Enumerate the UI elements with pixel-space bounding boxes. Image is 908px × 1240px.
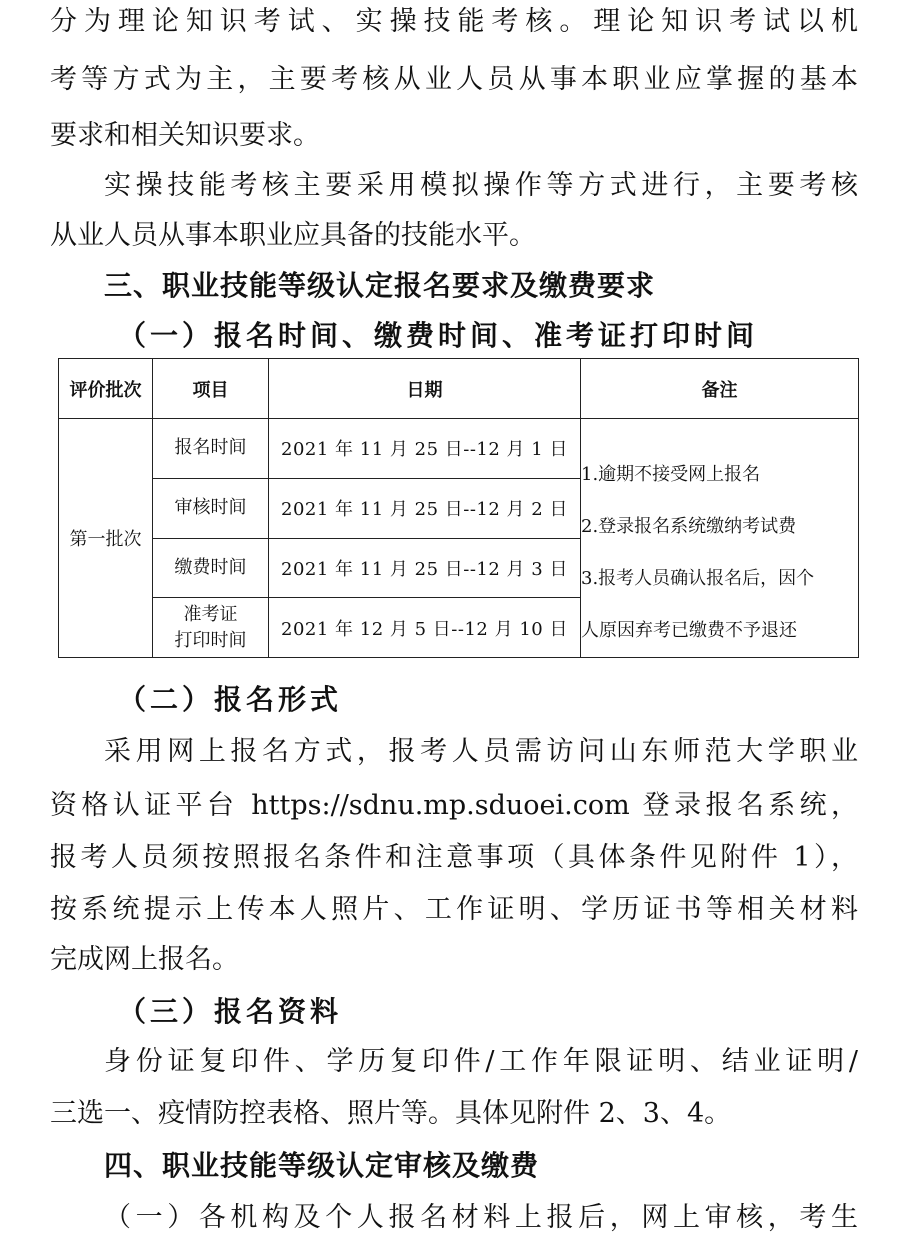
header-batch: 评价批次 [59, 359, 153, 419]
paragraph-line: 要求和相关知识要求。 [50, 120, 320, 151]
note-item: 2.登录报名系统缴纳考试费 [581, 516, 797, 537]
item-cell [153, 598, 269, 658]
paragraph-line: 采用网上报名方式，报考人员需访问山东师范大学职业 [104, 736, 858, 767]
paragraph-line: （一）各机构及个人报名材料上报后，网上审核，考生 [104, 1202, 858, 1233]
date-cell: 2021 年 11 月 25 日--12 月 3 日 [269, 538, 581, 598]
item-cell: 缴费时间 [153, 538, 269, 598]
subsection-heading-2: （二）报名形式 [118, 683, 343, 716]
paragraph-line: 报考人员须按照报名条件和注意事项（具体条件见附件 1）， [50, 842, 858, 873]
note-item: 1.逾期不接受网上报名 [581, 464, 761, 485]
paragraph-line: 实操技能考核主要采用模拟操作等方式进行，主要考核 [104, 170, 858, 201]
subsection-heading-3: （三）报名资料 [118, 995, 343, 1028]
item-cell: 报名时间 [153, 419, 269, 479]
paragraph-line: 考等方式为主，主要考核从业人员从事本职业应掌握的基本 [50, 64, 858, 95]
header-date: 日期 [269, 359, 581, 419]
section-heading-4: 四、职业技能等级认定审核及缴费 [104, 1149, 540, 1182]
table-row [59, 419, 859, 479]
paragraph-line: 完成网上报名。 [50, 944, 239, 975]
paragraph-line: 三选一、疫情防控表格、照片等。具体见附件 2、3、4。 [50, 1098, 732, 1129]
paragraph-line: 从业人员从事本职业应具备的技能水平。 [50, 220, 536, 251]
note-item: 3.报考人员确认报名后，因个 [581, 568, 815, 589]
date-cell: 2021 年 11 月 25 日--12 月 1 日 [269, 419, 581, 479]
header-item: 项目 [153, 359, 269, 419]
paragraph-line: 身份证复印件、学历复印件/工作年限证明、结业证明/ [104, 1046, 858, 1077]
batch-cell: 第一批次 [59, 419, 153, 658]
notes-cell [581, 419, 859, 658]
paragraph-line: 分为理论知识考试、实操技能考核。理论知识考试以机 [50, 6, 858, 37]
subsection-heading-1: （一）报名时间、缴费时间、准考证打印时间 [118, 319, 759, 352]
item-line: 打印时间 [174, 629, 247, 651]
paragraph-line: 资格认证平台 https://sdnu.mp.sduoei.com 登录报名系统， [50, 790, 858, 821]
item-cell: 审核时间 [153, 478, 269, 538]
paragraph-line: 按系统提示上传本人照片、工作证明、学历证书等相关材料 [50, 894, 858, 925]
schedule-table [58, 358, 859, 658]
header-notes: 备注 [581, 359, 859, 419]
section-heading-3: 三、职业技能等级认定报名要求及缴费要求 [104, 269, 656, 302]
date-cell: 2021 年 11 月 25 日--12 月 2 日 [269, 478, 581, 538]
item-line: 准考证 [183, 603, 238, 625]
table-header-row [59, 359, 859, 419]
date-cell: 2021 年 12 月 5 日--12 月 10 日 [269, 598, 581, 658]
note-item: 人原因弃考已缴费不予退还 [581, 620, 797, 641]
